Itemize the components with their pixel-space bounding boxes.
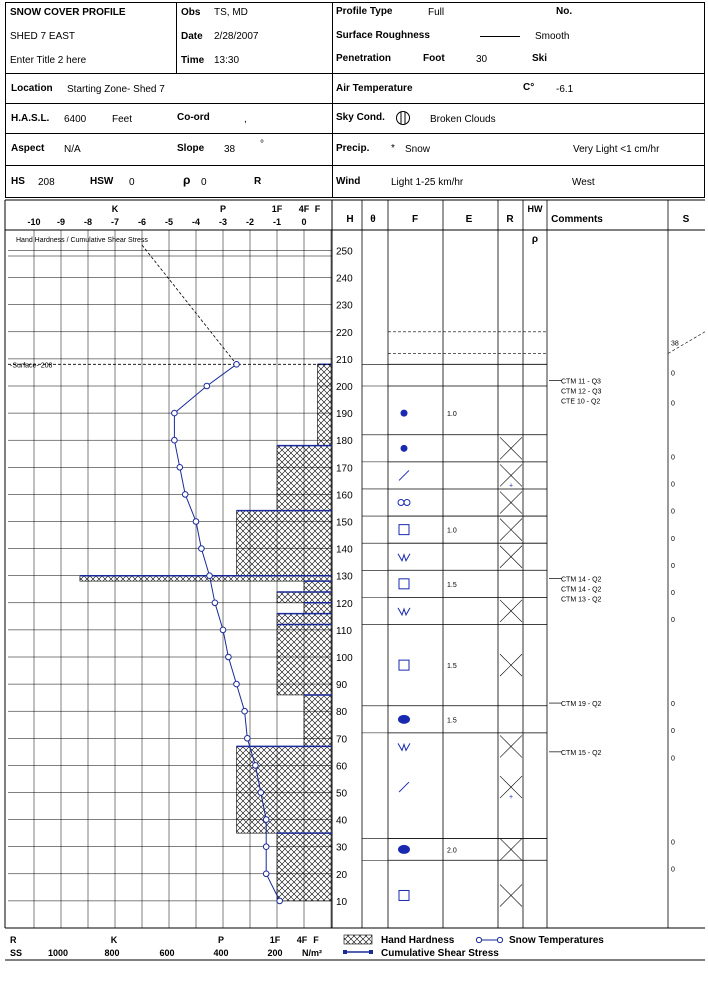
hardness-layer <box>277 446 332 511</box>
resistance-plus: + <box>508 482 514 490</box>
hardness-layer <box>80 576 332 581</box>
legend-temperature-point <box>497 937 502 942</box>
column-header: H <box>346 214 354 225</box>
grain-size-label: 2.0 <box>447 847 457 855</box>
precip-label: Precip. <box>336 143 370 154</box>
hardness-layer <box>277 592 332 603</box>
hs-value: 208 <box>38 177 55 188</box>
sky-value: Broken Clouds <box>430 114 496 125</box>
snow-temperature-point <box>263 871 269 877</box>
sky-label: Sky Cond. <box>336 112 385 123</box>
height-tick-label: 90 <box>336 680 348 692</box>
surface-roughness-label: Surface Roughness <box>336 30 430 41</box>
comment-text: CTM 15 - Q2 <box>561 749 602 757</box>
location-value: Starting Zone- Shed 7 <box>67 84 165 95</box>
air-temp-value: -6.1 <box>556 84 574 95</box>
snow-temperature-point <box>207 573 213 579</box>
penetration-label: Penetration <box>336 53 392 64</box>
coord-value: , <box>244 114 247 125</box>
height-tick-label: 30 <box>336 842 348 854</box>
ski-label: Ski <box>532 53 548 64</box>
grain-size-label: 1.5 <box>447 663 457 671</box>
slope-unit: ° <box>260 139 264 150</box>
height-tick-label: 140 <box>336 544 353 556</box>
no-label: No. <box>556 6 573 17</box>
bottom-axis-number: 400 <box>213 948 229 958</box>
hardness-letter-label: 1F <box>271 204 283 214</box>
location-label: Location <box>11 83 53 94</box>
hardness-number-label: -2 <box>245 217 255 227</box>
s-value: 0 <box>671 535 675 543</box>
column-header-rho: ρ <box>531 234 539 245</box>
height-tick-label: 150 <box>336 517 353 529</box>
snow-temperature-point <box>193 519 199 525</box>
column-header: F <box>411 214 419 225</box>
wind-value: Light 1-25 km/hr <box>391 177 464 188</box>
hardness-number-label: -1 <box>272 217 282 227</box>
legend-shear-stress-point <box>369 950 373 954</box>
hasl-value: 6400 <box>64 114 87 125</box>
hardness-layer <box>304 603 332 614</box>
snow-temperature-point <box>245 736 251 742</box>
grain-size-label: 1.5 <box>447 581 457 589</box>
height-tick-label: 200 <box>336 382 353 393</box>
s-value: 0 <box>671 562 675 570</box>
s-value: 0 <box>671 617 675 625</box>
comment-text: CTM 19 - Q2 <box>561 701 602 709</box>
hasl-unit: Feet <box>112 114 133 125</box>
profile-type-value: Full <box>428 7 445 18</box>
rho-label: ρ <box>183 173 191 187</box>
snow-temperature-point <box>263 817 269 823</box>
grain-rounded-icon <box>401 410 408 417</box>
title-2: Enter Title 2 here <box>10 55 87 66</box>
resistance-plus: + <box>508 794 514 802</box>
r-label: R <box>254 176 262 187</box>
height-tick-label: 60 <box>336 761 348 773</box>
height-tick-label: 180 <box>336 436 353 448</box>
wind-label: Wind <box>336 176 361 187</box>
coord-label: Co-ord <box>177 112 210 123</box>
hardness-number-label: -7 <box>110 217 120 227</box>
height-tick-label: 110 <box>336 625 352 637</box>
bottom-axis-letter: P <box>217 935 225 945</box>
grain-ring-icon <box>398 500 404 506</box>
hardness-number-label: -4 <box>191 217 201 227</box>
aspect-label: Aspect <box>11 143 45 154</box>
hsw-value: 0 <box>129 177 135 188</box>
s-value: 0 <box>671 589 675 597</box>
comment-text: CTM 13 - Q2 <box>561 596 602 604</box>
height-tick-label: 170 <box>336 463 353 475</box>
column-header: S <box>682 214 690 225</box>
hardness-layer <box>237 746 333 833</box>
legend-shear-stress-point <box>343 950 347 954</box>
height-tick-label: 10 <box>336 896 348 908</box>
obs-label: Obs <box>181 7 201 18</box>
snow-temperature-point <box>199 546 205 552</box>
s-value: 0 <box>671 728 675 736</box>
height-tick-label: 20 <box>336 869 348 881</box>
hardness-layer <box>277 614 332 625</box>
hardness-number-label: -10 <box>27 217 41 227</box>
height-tick-label: 130 <box>336 571 353 583</box>
bottom-axis-letter: F <box>313 935 319 945</box>
height-tick-label: 240 <box>336 273 353 285</box>
snow-temperature-point <box>226 654 232 660</box>
legend-hand-hardness-swatch <box>344 935 372 944</box>
snow-temperature-point <box>234 681 240 687</box>
grain-fragment-icon <box>399 470 409 480</box>
s-value: 0 <box>671 866 675 874</box>
profile-title: SNOW COVER PROFILE <box>10 7 126 18</box>
height-tick-label: 50 <box>336 788 348 800</box>
rho-value: 0 <box>201 177 207 188</box>
location-line: SHED 7 EAST <box>10 31 76 42</box>
hardness-layer <box>237 511 333 576</box>
grain-ring-icon <box>404 500 410 506</box>
date-label: Date <box>181 31 203 42</box>
grain-depth-hoar-icon <box>398 608 410 615</box>
column-header: E <box>465 214 473 225</box>
obs-value: TS, MD <box>214 7 248 18</box>
snow-temperature-point <box>234 362 240 368</box>
hardness-layer <box>277 624 332 694</box>
bottom-axis-ss-label: SS <box>10 948 23 958</box>
hardness-number-label: -9 <box>56 217 66 227</box>
s-value: 38 <box>671 340 679 348</box>
aspect-value: N/A <box>64 144 81 155</box>
snow-temperature-point <box>177 465 183 471</box>
bottom-axis-number: N/m² <box>302 948 322 958</box>
height-tick-label: 160 <box>336 490 353 502</box>
foot-value: 30 <box>476 54 488 65</box>
hardness-layer <box>304 695 332 746</box>
grain-melt-icon <box>398 715 410 724</box>
legend-temperature-point <box>476 937 481 942</box>
bottom-axis-letter: R <box>10 935 17 945</box>
height-tick-label: 230 <box>336 300 353 312</box>
snow-temperature-point <box>277 898 283 904</box>
hardness-layer <box>304 581 332 592</box>
height-tick-label: 120 <box>336 598 353 610</box>
grain-size-label: 1.0 <box>447 527 457 535</box>
profile-type-label: Profile Type <box>336 6 393 17</box>
height-tick-label: 70 <box>336 734 348 746</box>
legend-hand-hardness-label: Hand Hardness <box>381 935 455 946</box>
grain-size-label: 1.5 <box>447 717 457 725</box>
slope-value: 38 <box>224 144 236 155</box>
surface-roughness-value: Smooth <box>535 31 570 42</box>
s-value: 0 <box>671 755 675 763</box>
hardness-number-label: -5 <box>164 217 174 227</box>
height-tick-label: 100 <box>336 653 353 664</box>
foot-label: Foot <box>423 53 445 64</box>
air-temp-unit: C° <box>523 82 535 93</box>
grain-melt-icon <box>398 845 410 854</box>
snow-temperature-point <box>172 410 178 416</box>
comment-text: CTM 14 - Q2 <box>561 586 602 594</box>
height-tick-label: 210 <box>336 354 353 366</box>
snow-temperature-point <box>263 844 269 850</box>
hardness-number-label: -8 <box>83 217 93 227</box>
column-header: θ <box>370 214 376 225</box>
bottom-axis-number: 1000 <box>47 948 69 958</box>
snow-temperature-point <box>258 790 264 796</box>
height-tick-label: 250 <box>336 246 353 258</box>
hardness-letter-label: 4F <box>298 204 310 214</box>
grain-depth-hoar-icon <box>398 743 410 750</box>
snow-temperature-point <box>220 627 226 633</box>
height-tick-label: 40 <box>336 815 348 827</box>
snow-temperature-point <box>182 492 188 498</box>
surface-label: -Surface- 208 <box>10 362 53 370</box>
hardness-letter-label: P <box>219 204 227 214</box>
s-value: 0 <box>671 370 675 378</box>
height-tick-label: 220 <box>336 327 353 339</box>
comment-text: CTE 10 - Q2 <box>561 398 601 406</box>
s-value: 0 <box>671 400 675 408</box>
hardness-layer <box>277 833 332 901</box>
comment-text: CTM 11 - Q3 <box>561 378 601 386</box>
bottom-axis-letter: K <box>110 935 118 945</box>
snow-temperature-point <box>204 383 210 389</box>
column-header: R <box>506 214 514 225</box>
grain-size-label: 1.0 <box>447 411 457 419</box>
bottom-axis-letter: 4F <box>296 935 308 945</box>
hardness-legend-label: Hand Hardness / Cumulative Shear Stress <box>16 237 148 244</box>
bottom-axis-number: 800 <box>104 948 120 958</box>
precip-rate: Very Light <1 cm/hr <box>573 144 660 155</box>
date-value: 2/28/2007 <box>214 31 259 42</box>
snow-temperature-point <box>242 708 248 714</box>
time-value: 13:30 <box>214 55 240 66</box>
hasl-label: H.A.S.L. <box>11 113 50 124</box>
grain-faceted-icon <box>399 890 409 900</box>
wind-direction: West <box>572 177 595 188</box>
s-value: 0 <box>671 701 675 709</box>
s-value: 0 <box>671 508 675 516</box>
height-tick-label: 80 <box>336 707 348 719</box>
precip-value: Snow <box>405 144 431 155</box>
hardness-number-label: -6 <box>137 217 147 227</box>
bottom-axis-number: 600 <box>159 948 175 958</box>
slope-label: Slope <box>177 143 205 154</box>
precip-symbol: * <box>391 143 395 154</box>
comment-text: CTM 14 - Q2 <box>561 576 602 584</box>
snow-temperature-point <box>212 600 218 606</box>
hardness-number-label: -3 <box>218 217 228 227</box>
height-tick-label: 190 <box>336 409 353 421</box>
column-header-hw: HW <box>527 204 543 214</box>
s-value: 0 <box>671 454 675 462</box>
grain-faceted-icon <box>399 579 409 589</box>
legend-shear-stress-label: Cumulative Shear Stress <box>381 948 499 959</box>
grain-faceted-icon <box>399 660 409 670</box>
comment-text: CTM 12 - Q3 <box>561 388 602 396</box>
hsw-label: HSW <box>90 176 114 187</box>
hardness-number-label: 0 <box>301 217 307 227</box>
legend-snow-temperatures-label: Snow Temperatures <box>509 935 604 946</box>
hardness-layer <box>318 364 333 445</box>
column-header: Comments <box>551 214 603 225</box>
hs-label: HS <box>11 176 25 187</box>
hardness-letter-label: K <box>111 204 119 214</box>
bottom-axis-letter: 1F <box>269 935 281 945</box>
time-label: Time <box>181 55 205 66</box>
grain-fragment-icon <box>399 782 409 792</box>
air-temp-label: Air Temperature <box>336 83 413 94</box>
grain-faceted-icon <box>399 525 409 535</box>
hardness-letter-label: F <box>314 204 321 214</box>
s-value: 0 <box>671 839 675 847</box>
bottom-axis-number: 200 <box>267 948 283 958</box>
snow-temperature-point <box>172 437 178 443</box>
grain-rounded-icon <box>401 445 408 452</box>
s-value: 0 <box>671 481 675 489</box>
snow-temperature-point <box>253 763 259 769</box>
grain-depth-hoar-icon <box>398 554 410 561</box>
